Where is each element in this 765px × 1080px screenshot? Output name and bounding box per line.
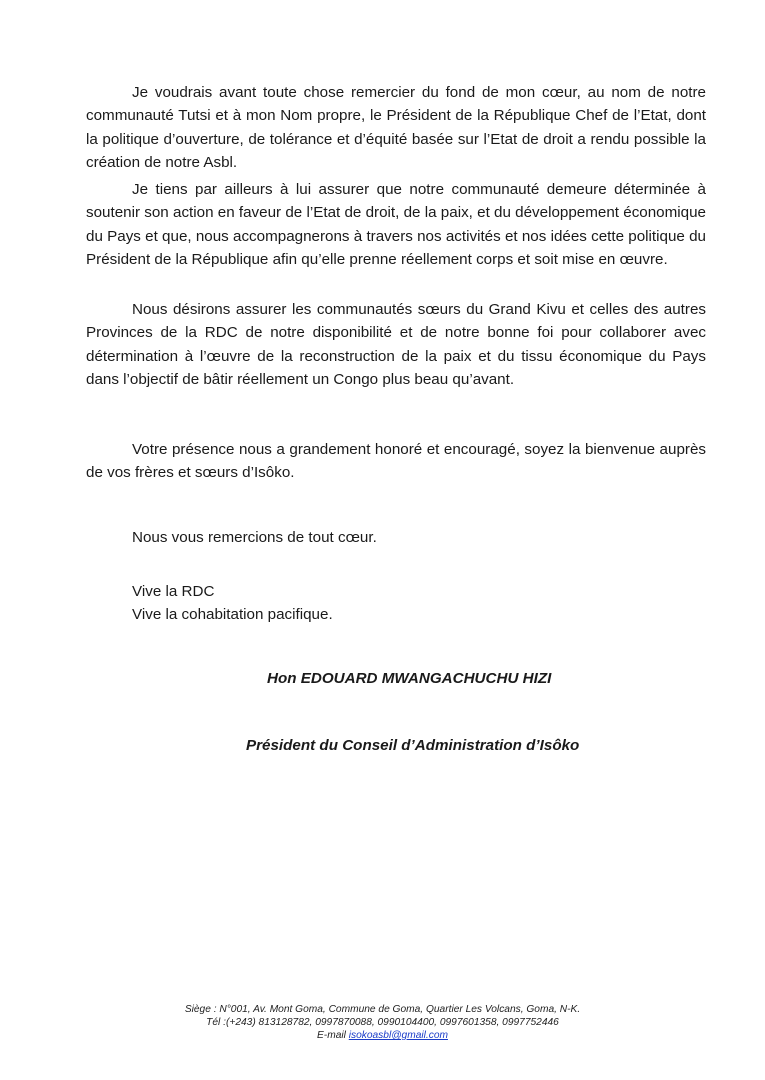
signatory-name: Hon EDOUARD MWANGACHUCHU HIZI — [267, 670, 552, 687]
footer-email-link[interactable]: isokoasbl@gmail.com — [348, 1030, 448, 1041]
paragraph-welcome: Votre présence nous a grandement honoré et encouragé, soyez la bienvenue auprès de vos frères et sœurs d’Isôko. — [86, 441, 706, 482]
footer-phone: Tél :(+243) 813128782, 0997870088, 0990104400, 0997601358, 0997752446 — [206, 1017, 559, 1028]
thanks-line: Nous vous remercions de tout cœur. — [132, 529, 377, 546]
footer-email-line — [0, 1029, 765, 1042]
paragraph-sister-communities: Nous désirons assurer les communautés sœurs du Grand Kivu et celles des autres Provinces de la RDC de notre disponibilité et de notre bonne foi pour collaborer avec détermination à l’œuvre de la reconstruction de la paix et du tissu économique du Pays dans l’objectif de bâtir réellement un Congo plus beau qu’avant. — [86, 301, 706, 389]
letterhead-footer — [0, 1003, 765, 1042]
closing-line-rdc: Vive la RDC — [132, 583, 215, 600]
paragraph-thanks-president: Je voudrais avant toute chose remercier du fond de mon cœur, au nom de notre communauté Tutsi et à mon Nom propre, le Président de la République Chef de l’Etat, dont la politique d’ouverture, de tolérance et d’équité basée sur l’Etat de droit a rendu possible la création de notre Asbl. — [86, 84, 706, 172]
footer-email-label: E-mail — [317, 1030, 346, 1041]
footer-address: Siège : N°001, Av. Mont Goma, Commune de Goma, Quartier Les Volcans, Goma, N-K. — [184, 1004, 581, 1015]
paragraph-community-support: Je tiens par ailleurs à lui assurer que notre communauté demeure déterminée à soutenir son action en faveur de l’Etat de droit, de la paix, et du développement économique du Pays et que, nous accompagnerons à travers nos activités et nos idées cette politique du Président de la République afin qu’elle prenne réellement corps et soit mise en œuvre. — [86, 181, 706, 269]
closing-line-cohabitation: Vive la cohabitation pacifique. — [132, 606, 333, 623]
signatory-title: Président du Conseil d’Administration d’Isôko — [246, 737, 580, 754]
